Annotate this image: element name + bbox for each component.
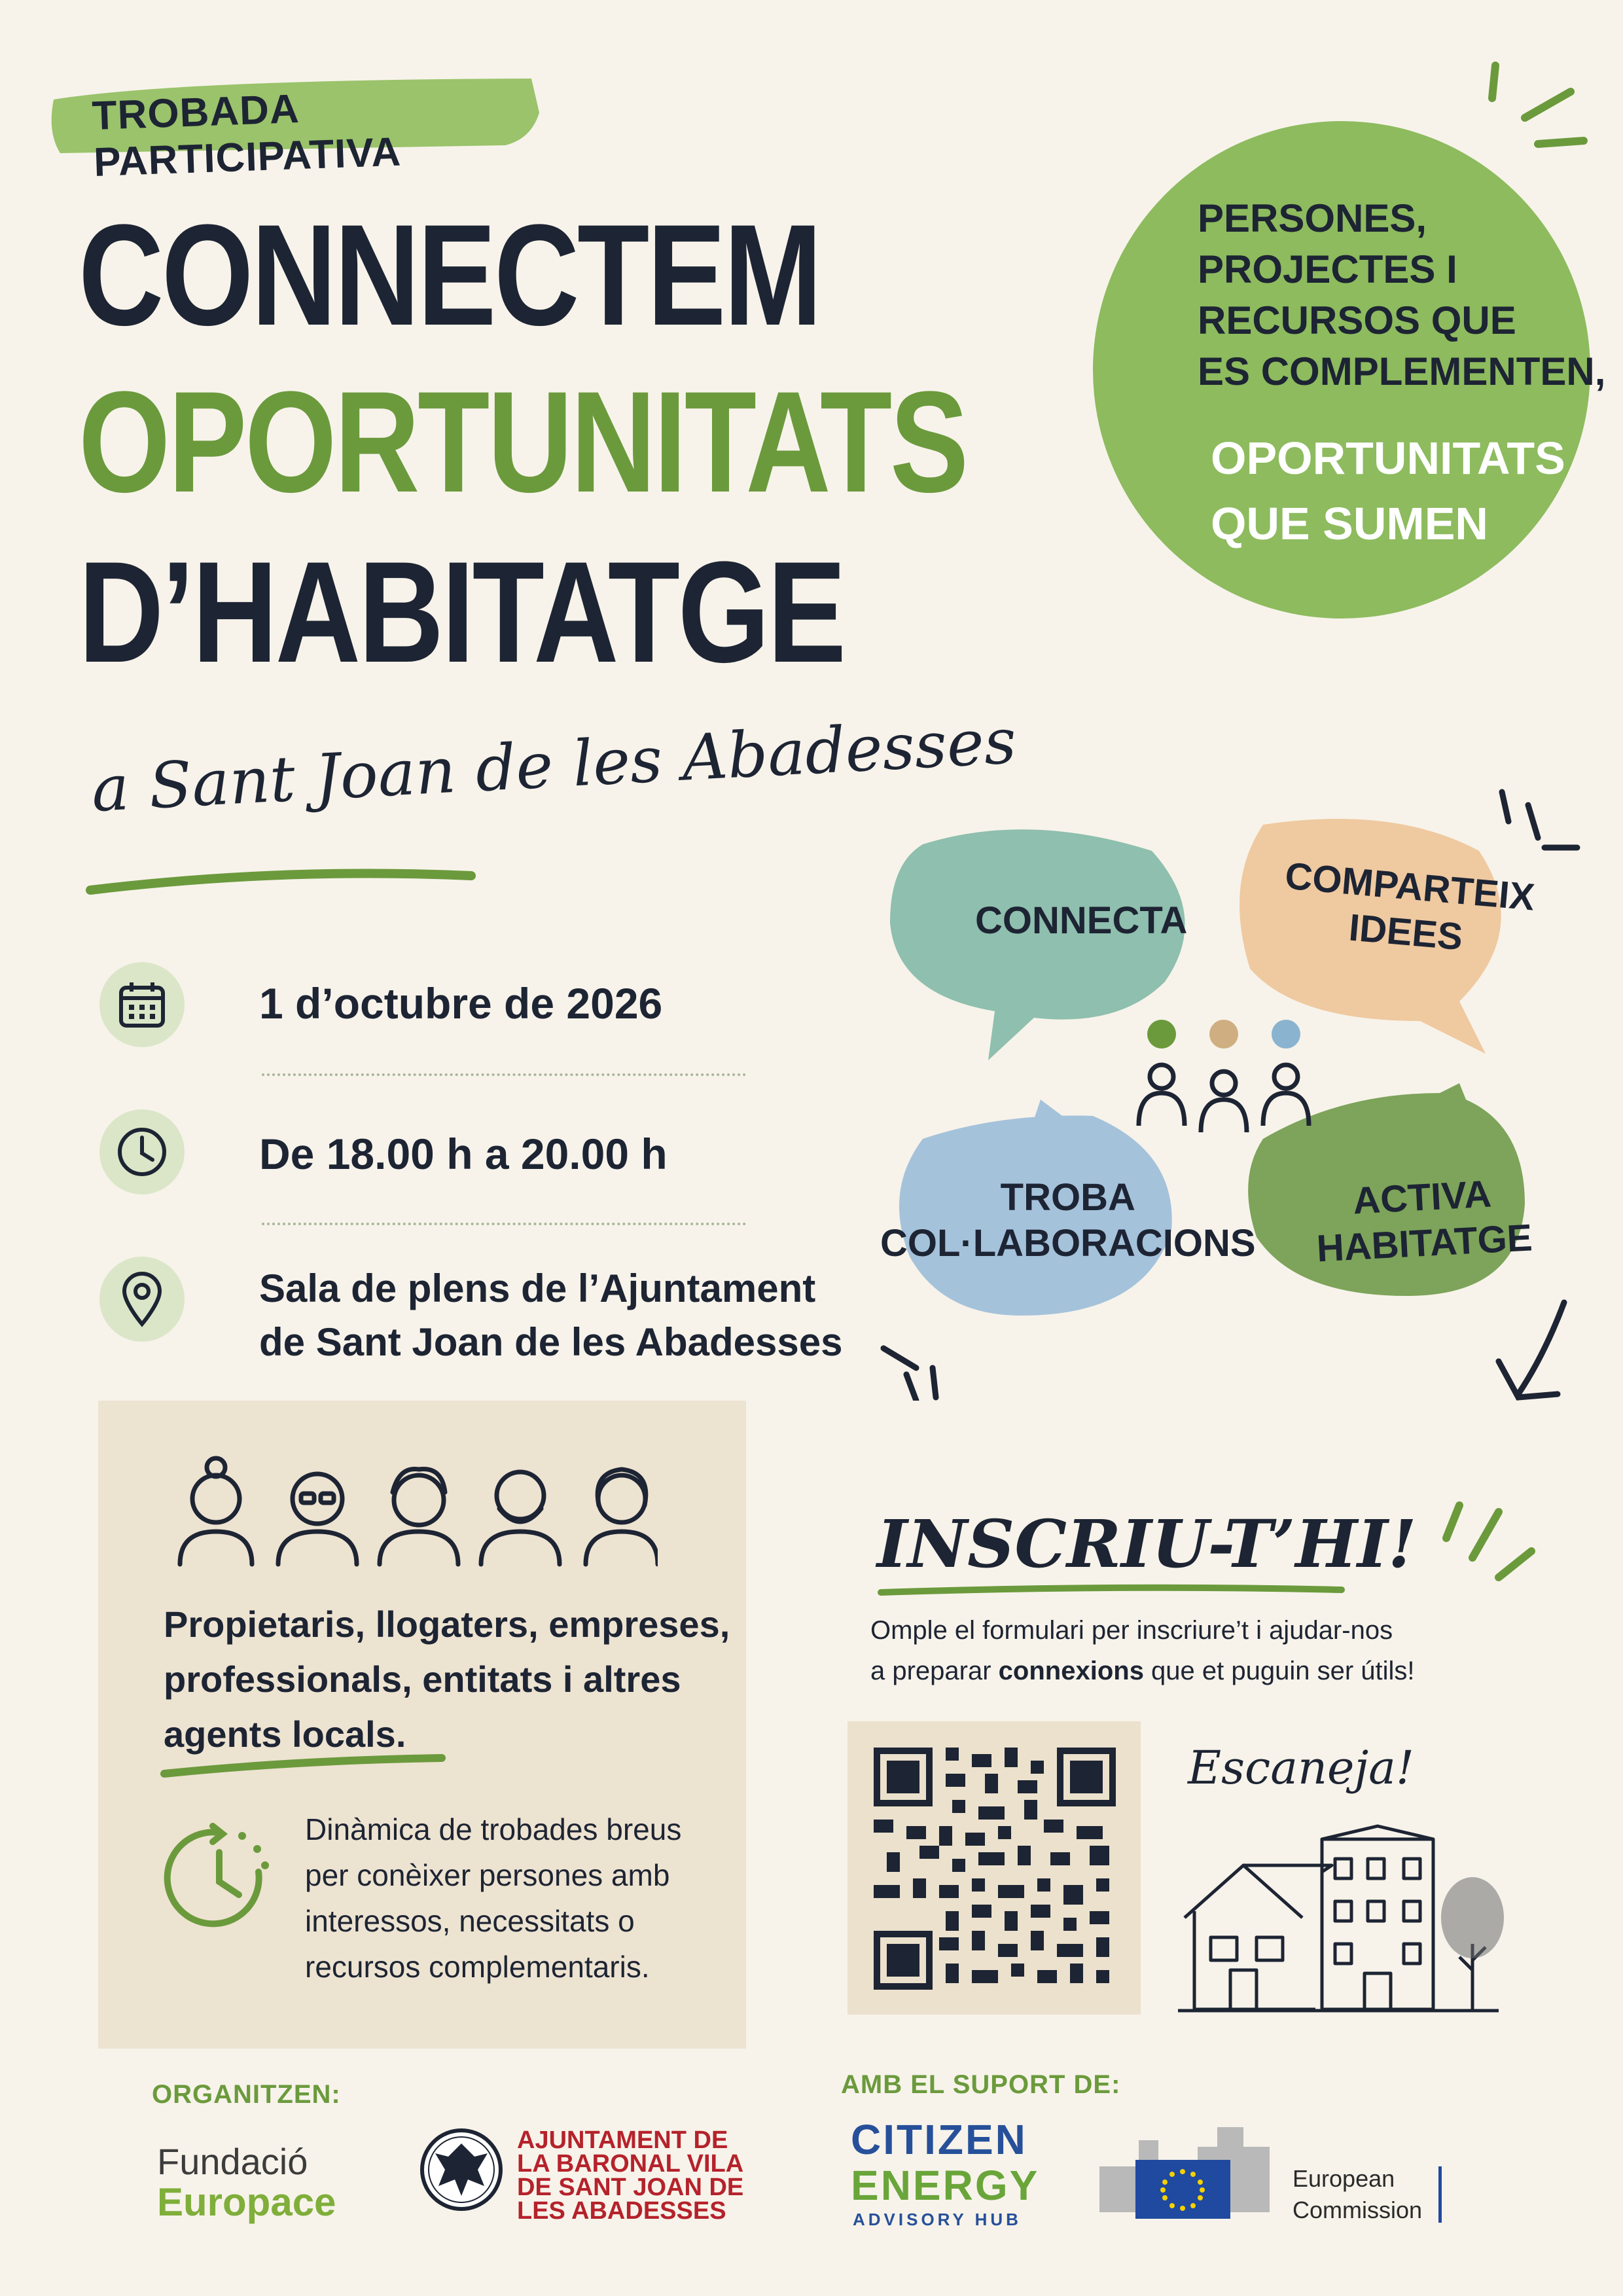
event-type-tag — [47, 73, 544, 185]
clock-icon — [99, 1109, 185, 1194]
european-commission-text: European Commission — [1293, 2165, 1423, 2223]
citizen-energy-logo-text-3: ADVISORY HUB — [853, 2210, 1022, 2229]
tagline-highlight: OPORTUNITATS QUE SUMEN — [1211, 433, 1565, 549]
houses-illustration — [1171, 1820, 1505, 2016]
citizen-energy-logo-text-1: CITIZEN — [851, 2116, 1027, 2163]
event-type-label: TROBADA PARTICIPATIVA — [91, 86, 402, 185]
audience-description: Propietaris, llogaters, empreses, professionals, entitats i altres agents locals. — [164, 1604, 730, 1755]
ajuntament-seal-icon — [419, 2124, 504, 2215]
ajuntament-logo-text: AJUNTAMENT DE LA BARONAL VILA DE SANT JOAN DE LES ABADESSES — [517, 2126, 744, 2225]
organizers-label: ORGANITZEN: — [152, 2080, 341, 2109]
spark-lines-decoration — [1433, 1499, 1538, 1590]
dynamic-description: Dinàmica de trobades breus per conèixer persones amb interessos, necessitats o recursos complementaris. — [305, 1812, 682, 1984]
signup-heading: INSCRIU-T’HI! — [877, 1505, 1417, 1583]
event-time: De 18.00 h a 20.00 h — [259, 1130, 668, 1178]
european-commission-logo — [1099, 2127, 1283, 2219]
signup-underline — [877, 1581, 1348, 1600]
title-line-3: D’HABITATGE — [79, 531, 844, 692]
timer-icon — [160, 1820, 278, 1937]
scan-label: Escaneja! — [1188, 1741, 1415, 1795]
spark-lines-decoration — [1472, 59, 1590, 164]
event-place: Sala de plens de l’Ajuntament de Sant Joan de les Abadesses — [259, 1266, 843, 1364]
calendar-icon — [99, 962, 185, 1047]
people-avatars-icon — [173, 1453, 658, 1571]
bubble-connecta-label: CONNECTA — [975, 899, 1188, 942]
audience-underline — [160, 1754, 448, 1780]
subtitle-location: a Sant Joan de les Abadesses — [90, 704, 1018, 826]
bubble-comparteix-label: COMPARTEIX IDEES — [1283, 854, 1537, 959]
fundacio-logo-text-1: Fundació — [157, 2141, 308, 2182]
fundacio-logo-text-2: Europace — [157, 2180, 336, 2224]
title-line-1: CONNECTEM — [79, 194, 821, 355]
bubble-activa-label: ACTIVA HABITATGE — [1315, 1172, 1533, 1270]
citizen-energy-logo-text-2: ENERGY — [851, 2162, 1040, 2209]
ec-divider — [1438, 2166, 1442, 2223]
signup-description: Omple el formulari per inscriure’t i ajudar-nos a preparar connexions que et puguin ser útils! — [870, 1616, 1415, 1685]
bubble-troba-label: TROBA COL·LABORACIONS — [880, 1176, 1256, 1265]
title-line-2: OPORTUNITATS — [79, 361, 967, 522]
divider — [262, 1073, 746, 1076]
event-date: 1 d’octubre de 2026 — [259, 979, 663, 1028]
tagline-text: PERSONES, PROJECTES I RECURSOS QUE ES COMPLEMENTEN, — [1198, 196, 1606, 393]
subtitle-underline — [85, 864, 478, 903]
bubble-connecta — [890, 829, 1188, 1060]
location-pin-icon — [99, 1257, 185, 1342]
qr-code[interactable] — [874, 1748, 1116, 1990]
divider — [262, 1223, 746, 1225]
support-label: AMB EL SUPORT DE: — [841, 2070, 1121, 2099]
